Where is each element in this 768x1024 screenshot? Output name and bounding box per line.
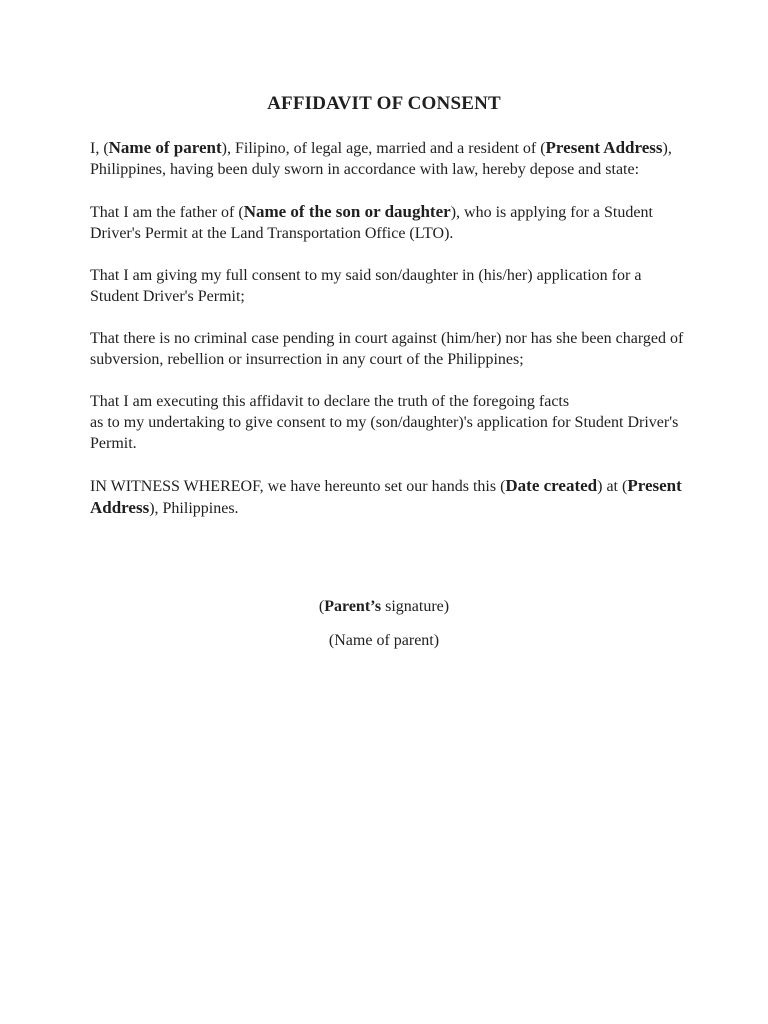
paragraph-consent [90,265,690,307]
placeholder-date-created: Date created [505,476,598,495]
text-segment: ), Filipino, of legal age, married and a resident of ( [221,140,546,157]
signature-line [0,598,768,616]
placeholder-present-address: Present Address [90,476,682,517]
paragraph-no-criminal-case [90,328,690,370]
signature-label-bold: Parent’s [324,598,382,615]
text-segment: That I am the father of ( [90,204,244,221]
text-segment: signature) [381,598,450,615]
text-segment: That I am giving my full consent to my said son/daughter in (his/her) application for a Student Driver's Permit; [90,267,642,305]
document-body [90,137,690,540]
paragraph-declarant [90,137,690,180]
placeholder-child-name: Name of the son or daughter [243,202,451,221]
text-segment: That there is no criminal case pending in court against (him/her) nor has she been charged of subversion, rebellion or insurrection in any court of the Philippines; [90,330,684,368]
paragraph-executing-affidavit [90,391,690,454]
text-segment: ) at ( [597,478,628,495]
text-segment: ), who is applying for a Student Driver's Permit at the Land Transportation Office (LTO). [90,204,653,242]
text-line: as to my undertaking to give consent to my (son/daughter)'s application for Student Driver's Permit. [90,414,679,452]
paragraph-father-of [90,201,690,244]
text-line: That I am executing this affidavit to declare the truth of the foregoing facts [90,393,570,410]
text-segment: ), Philippines. [149,500,239,517]
placeholder-parent-name: Name of parent [108,138,222,157]
text-segment: ( [318,598,325,615]
paragraph-witness-whereof [90,475,690,519]
text-segment: IN WITNESS WHEREOF, we have hereunto set our hands this ( [90,478,506,495]
signatory-name: (Name of parent) [328,632,440,649]
placeholder-present-address: Present Address [545,138,663,157]
text-segment: ), Philippines, having been duly sworn in accordance with law, hereby depose and state: [90,140,672,178]
document-title: AFFIDAVIT OF CONSENT [267,93,501,114]
text-segment: I, ( [90,140,109,157]
